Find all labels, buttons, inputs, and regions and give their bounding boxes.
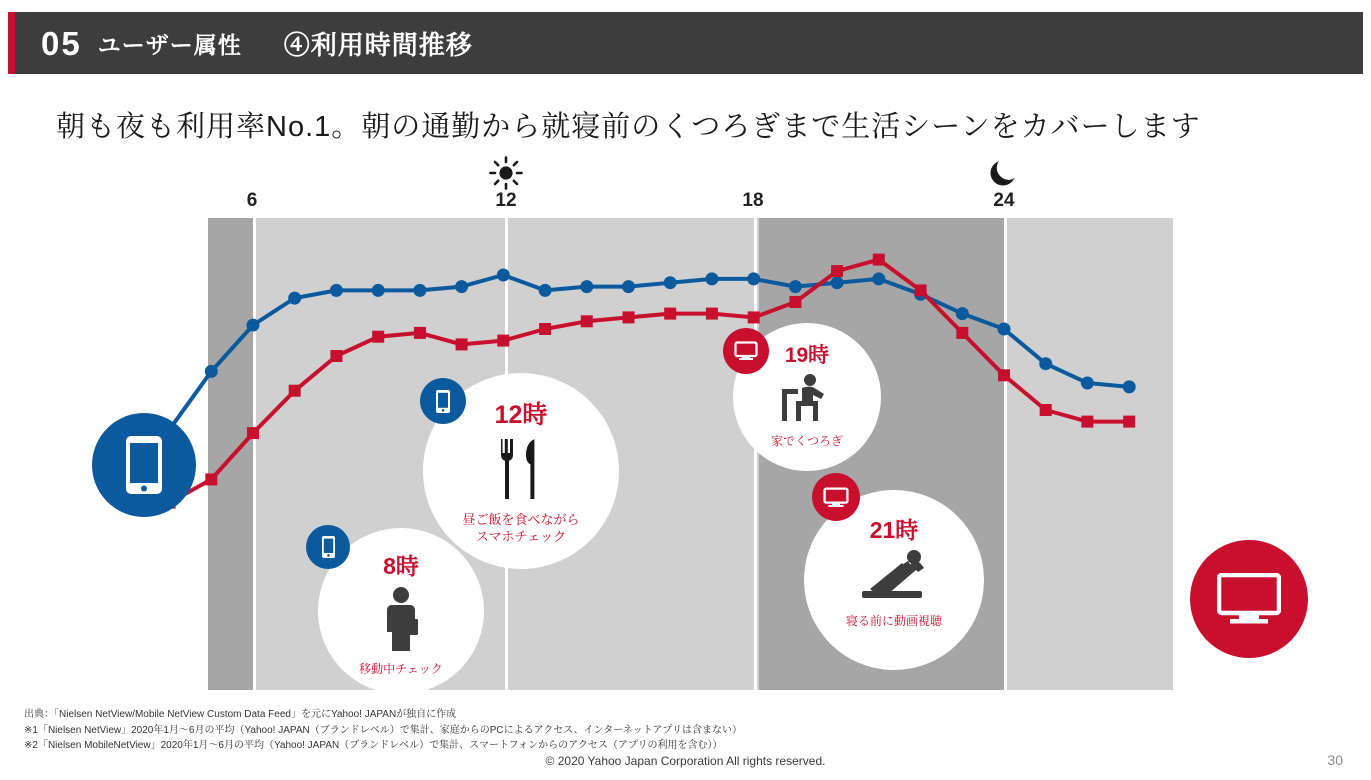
series-marker-スマートフォン xyxy=(998,323,1011,336)
series-marker-PC xyxy=(330,350,342,362)
endpoint-monitor-icon xyxy=(1190,540,1308,658)
footnote-2: ※2「Nielsen MobileNetView」2020年1月～6月の平均（Yahoo! JAPAN（ブランドレベル）で集計、スマートフォンからのアクセス（アプリの利用を含む）） xyxy=(24,740,723,751)
callout-12-caption-line1: 昼ご飯を食べながら xyxy=(462,512,580,527)
callout-19-badge-monitor-icon xyxy=(723,328,769,374)
slide-header xyxy=(8,12,1363,74)
series-marker-PC xyxy=(623,311,635,323)
page-title: ④利用時間推移 xyxy=(283,29,473,60)
series-marker-スマートフォン xyxy=(1039,357,1052,370)
series-marker-PC xyxy=(956,327,968,339)
series-marker-スマートフォン xyxy=(956,307,969,320)
callout-8-badge-smartphone-icon xyxy=(306,525,350,569)
sun-icon xyxy=(489,156,523,195)
series-marker-PC xyxy=(1040,404,1052,416)
moon-icon xyxy=(988,158,1020,195)
callout-12-time: 12時 xyxy=(494,401,548,429)
series-marker-PC xyxy=(998,369,1010,381)
series-marker-スマートフォン xyxy=(288,292,301,305)
callout-19-time: 19時 xyxy=(784,344,830,367)
lead-copy: 朝も夜も利用率No.1。朝の通勤から就寝前のくつろぎまで生活シーンをカバーします xyxy=(56,111,1201,143)
series-marker-スマートフォン xyxy=(205,365,218,378)
series-marker-スマートフォン xyxy=(539,284,552,297)
series-marker-PC xyxy=(289,385,301,397)
callout-12-badge-smartphone-icon xyxy=(420,378,466,424)
person-sitting-desk-icon xyxy=(780,373,834,428)
series-marker-PC xyxy=(539,323,551,335)
callout-21-time: 21時 xyxy=(869,517,919,543)
series-marker-PC xyxy=(247,427,259,439)
page-number: 30 xyxy=(1327,752,1343,768)
series-marker-PC xyxy=(497,335,509,347)
series-marker-PC xyxy=(664,308,676,320)
axis-tick-6: 6 xyxy=(246,190,258,211)
series-marker-PC xyxy=(831,265,843,277)
series-marker-PC xyxy=(789,296,801,308)
series-marker-スマートフォン xyxy=(831,276,844,289)
series-marker-PC xyxy=(1081,416,1093,428)
series-marker-PC xyxy=(581,315,593,327)
endpoint-smartphone-icon xyxy=(92,413,196,517)
commuter-person-icon xyxy=(378,585,424,656)
callout-8-time: 8時 xyxy=(383,553,419,579)
series-marker-スマートフォン xyxy=(622,280,635,293)
footnote-1: ※1「Nielsen NetView」2020年1月～6月の平均（Yahoo! JAPAN（ブランドレベル）で集計、家庭からのPCによるアクセス、インターネットアプリは含まない） xyxy=(24,724,743,736)
series-marker-スマートフォン xyxy=(1123,380,1136,393)
series-marker-スマートフォン xyxy=(372,284,385,297)
callout-21-badge-monitor-icon xyxy=(812,473,860,521)
series-marker-スマートフォン xyxy=(580,280,593,293)
copyright: © 2020 Yahoo Japan Corporation All rights reserved. xyxy=(545,754,826,768)
footnotes xyxy=(24,707,742,754)
series-marker-スマートフォン xyxy=(413,284,426,297)
axis-tick-18: 18 xyxy=(742,190,764,211)
callout-8-caption: 移動中チェック xyxy=(359,662,443,676)
series-marker-PC xyxy=(205,473,217,485)
fork-knife-icon xyxy=(491,437,551,506)
person-reclining-icon xyxy=(856,549,932,606)
series-marker-PC xyxy=(915,284,927,296)
callout-21-caption: 寝る前に動画視聴 xyxy=(845,614,942,628)
footnote-source: 出典：「Nielsen NetView/Mobile NetView Custom Data Feed」を元にYahoo! JAPANが独自に作成 xyxy=(24,709,457,720)
callout-19-caption: 家でくつろぎ xyxy=(770,434,843,448)
series-marker-PC xyxy=(706,308,718,320)
series-marker-スマートフォン xyxy=(247,319,260,332)
chart-area xyxy=(0,160,1371,700)
series-marker-スマートフォン xyxy=(1081,377,1094,390)
series-marker-スマートフォン xyxy=(664,276,677,289)
series-marker-PC xyxy=(748,311,760,323)
series-line-スマートフォン xyxy=(170,275,1130,429)
series-marker-PC xyxy=(414,327,426,339)
series-marker-スマートフォン xyxy=(455,280,468,293)
series-marker-PC xyxy=(456,338,468,350)
header-section-number: 05 xyxy=(41,24,82,62)
series-marker-PC xyxy=(372,331,384,343)
callout-12-caption-line2: スマホチェック xyxy=(475,528,567,544)
callout-12-caption xyxy=(462,512,579,546)
axis-tick-12: 12 xyxy=(495,190,517,211)
slide-right-margin xyxy=(1363,0,1371,780)
series-marker-スマートフォン xyxy=(789,280,802,293)
header-section-subtitle: ユーザー属性 xyxy=(97,31,242,58)
series-marker-スマートフォン xyxy=(872,272,885,285)
series-marker-PC xyxy=(873,254,885,266)
series-marker-スマートフォン xyxy=(497,269,510,282)
series-marker-PC xyxy=(1123,416,1135,428)
series-marker-スマートフォン xyxy=(330,284,343,297)
series-marker-スマートフォン xyxy=(747,272,760,285)
axis-tick-24: 24 xyxy=(993,190,1015,211)
series-marker-スマートフォン xyxy=(705,272,718,285)
